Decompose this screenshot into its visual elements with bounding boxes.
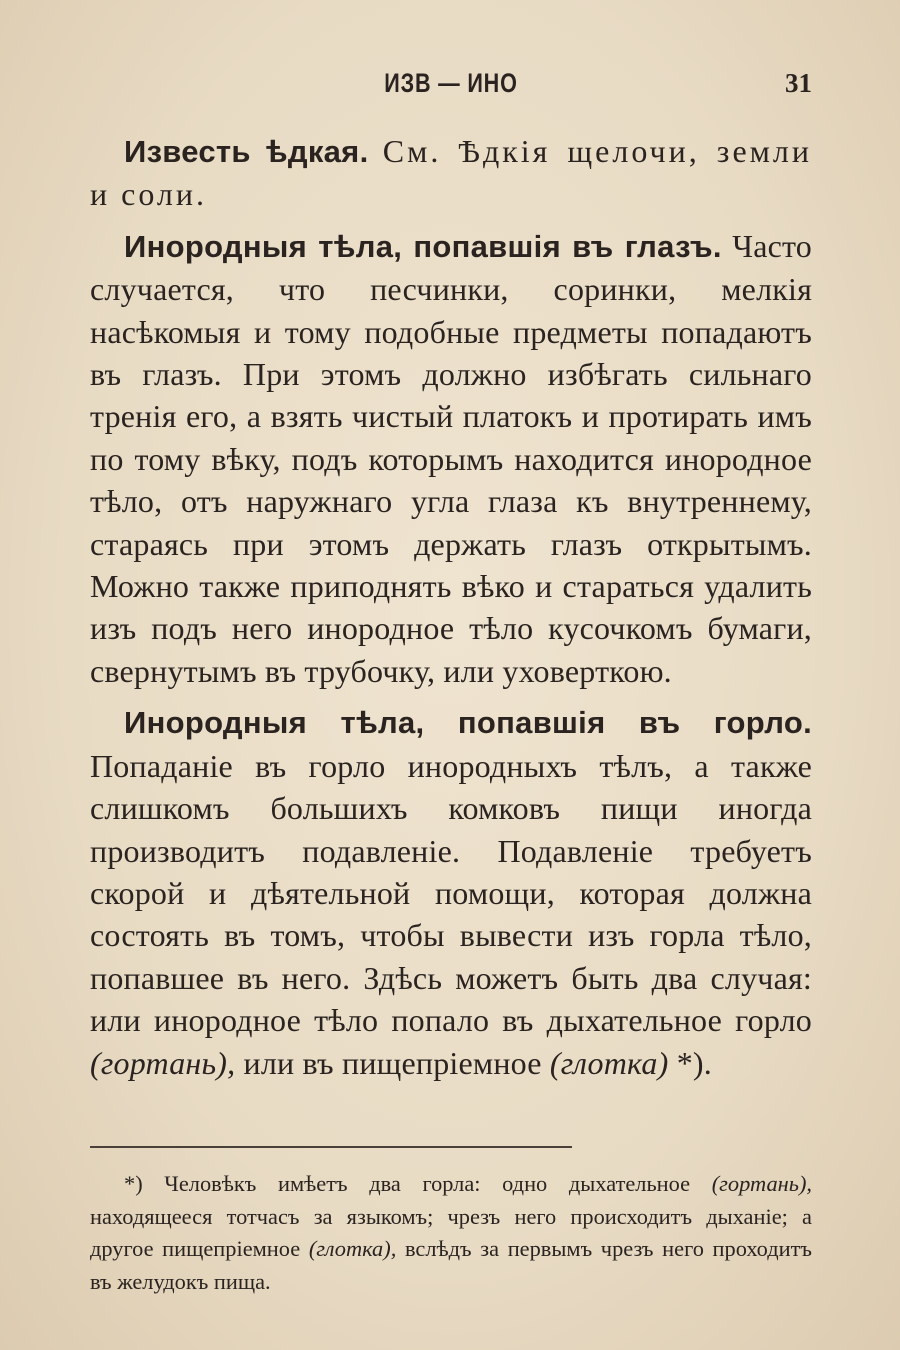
entry-text-continued: или въ пищепріемное bbox=[243, 1044, 542, 1081]
footnote-divider bbox=[90, 1146, 572, 1148]
footnote-text-end: вслѣдъ за первымъ чрезъ него проходитъ въ желудокъ пища. bbox=[90, 1236, 812, 1294]
entry-text: Попаданіе въ горло инородныхъ тѣлъ, а также слишкомъ большихъ комковъ пищи иногда производитъ подавленіе. Подавленіе требуетъ скорой и дѣятельной помощи, которая должна состоять въ томъ, чтобы вывести изъ горла тѣло, попавшее въ него. Здѣсь можетъ быть два случая: или инородное тѣло попало въ дыхательное горло bbox=[90, 747, 812, 1039]
entry-headword: Инородныя тѣла, попавшія въ глазъ. bbox=[124, 228, 722, 264]
footnote-mark: *) bbox=[124, 1171, 143, 1196]
footnote bbox=[90, 1168, 812, 1298]
gloss-larynx: (гортань), bbox=[90, 1044, 236, 1081]
footnote-text: Человѣкъ имѣетъ два горла: одно дыхательное bbox=[164, 1171, 691, 1196]
footnote-text-continued: находящееся тотчасъ за языкомъ; чрезъ него происходитъ дыханіе; а другое пищепріемное bbox=[90, 1203, 812, 1261]
entry-foreign-body-eye bbox=[90, 225, 812, 692]
entry-izvest bbox=[90, 130, 812, 216]
main-text bbox=[90, 130, 812, 1084]
entry-headword: Известь ѣдкая. bbox=[124, 134, 369, 169]
entry-text: Часто случается, что песчинки, соринки, мелкія насѣкомыя и тому подобные предметы попадаютъ въ глазъ. При этомъ должно избѣгать сильнаго тренія его, а взять чистый платокъ и протирать имъ по тому вѣку, подъ которымъ находится инородное тѣло, отъ наружнаго угла глаза къ внутреннему, стараясь при этомъ держать глазъ открытымъ. Можно также приподнять вѣко и стараться удалить изъ подъ него инородное тѣло кусочкомъ бумаги, свернутымъ въ трубочку, или уховерткою. bbox=[90, 227, 812, 689]
entry-foreign-body-throat bbox=[90, 701, 812, 1084]
entry-headword: Инородныя тѣла, попавшія въ горло. bbox=[124, 705, 812, 741]
running-head: ИЗВ — ИНО bbox=[384, 68, 518, 98]
footnote-reference: *). bbox=[676, 1044, 712, 1081]
page-number: 31 bbox=[785, 68, 812, 98]
gloss-pharynx: (глотка) bbox=[549, 1044, 669, 1081]
entry-text: См. Ѣдкія щелочи, земли и соли. bbox=[90, 133, 812, 213]
page-header bbox=[90, 68, 812, 108]
footnote-gloss-larynx: (гортань), bbox=[711, 1171, 812, 1196]
footnote-gloss-pharynx: (глотка), bbox=[308, 1236, 397, 1261]
